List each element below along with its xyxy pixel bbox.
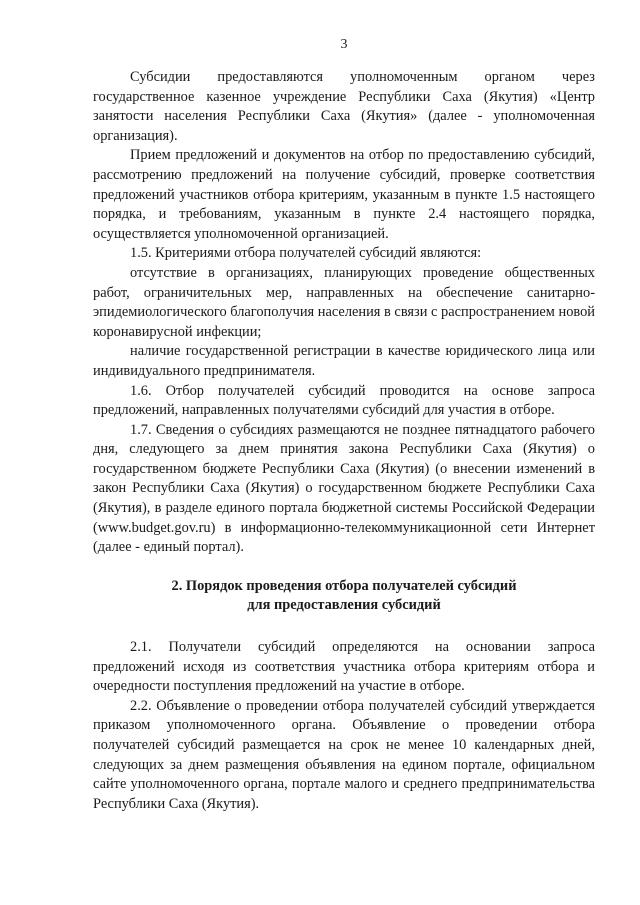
section-title — [93, 577, 595, 616]
section-title-line-1: 2. Порядок проведения отбора получателей субсидий — [171, 577, 517, 594]
paragraph-criterion-registration: наличие государственной регистрации в качестве юридического лица или индивидуального предпринимателя. — [93, 343, 595, 379]
paragraph-criteria-heading: 1.5. Критериями отбора получателей субсидий являются: — [130, 245, 482, 262]
page-number: 3 — [340, 37, 348, 52]
paragraph-selection-basis: 1.6. Отбор получателей субсидий проводится на основе запроса предложений, направленных получателями субсидий для участия в отборе. — [93, 382, 595, 419]
section-title-line-2: для предоставления субсидий — [247, 597, 441, 614]
document-body — [93, 68, 595, 814]
paragraph-subsidies-provider: Субсидии предоставляются уполномоченным органом через государственное казенное учреждение Республики Саха (Якутия) «Центр занятости населения Республики Саха (Якутия» (далее - уполномоченная организация). — [93, 69, 595, 144]
paragraph-subsidy-info-publication: 1.7. Сведения о субсидиях размещаются не позднее пятнадцатого рабочего дня, следующего за днем принятия закона Республики Саха (Якутия) о государственном бюджете Республики Саха (Якутия) (о внесении изменений в закон Республики Саха (Якутия) о государственном бюджете Республики Саха (Якутия), в разделе единого портала бюджетной системы Российской Федерации (www.budget.gov.ru) в информационно-телекоммуникационной сети Интернет (далее - единый портал). — [93, 421, 595, 556]
paragraph-criterion-restrictions: отсутствие в организациях, планирующих проведение общественных работ, ограничительных мер, направленных на обеспечение санитарно-эпидемиологического благополучия населения в связи с распространением новой коронавирусной инфекции; — [93, 264, 595, 340]
paragraph-recipients-determination: 2.1. Получатели субсидий определяются на основании запроса предложений исходя из соответствия участника отбора критериям отбора и очередности поступления предложений на участие в отборе. — [93, 639, 595, 695]
paragraph-proposal-acceptance: Прием предложений и документов на отбор по предоставлению субсидий, рассмотрению предложений на получение субсидий, проверке соответствия предложений участников отбора критериям, указанным в пункте 1.5 настоящего порядка, и требованиям, указанным в пункте 2.4 настоящего порядка, осуществляется уполномоченной организацией. — [93, 147, 595, 242]
paragraph-selection-announcement: 2.2. Объявление о проведении отбора получателей субсидий утверждается приказом уполномоченного органа. Объявление о проведении отбора получателей субсидий размещается на срок не менее 10 календарных дней, следующих за днем размещения объявления на едином портале, официальном сайте уполномоченного органа, портале малого и среднего предпринимательства Республики Саха (Якутия). — [93, 697, 595, 812]
